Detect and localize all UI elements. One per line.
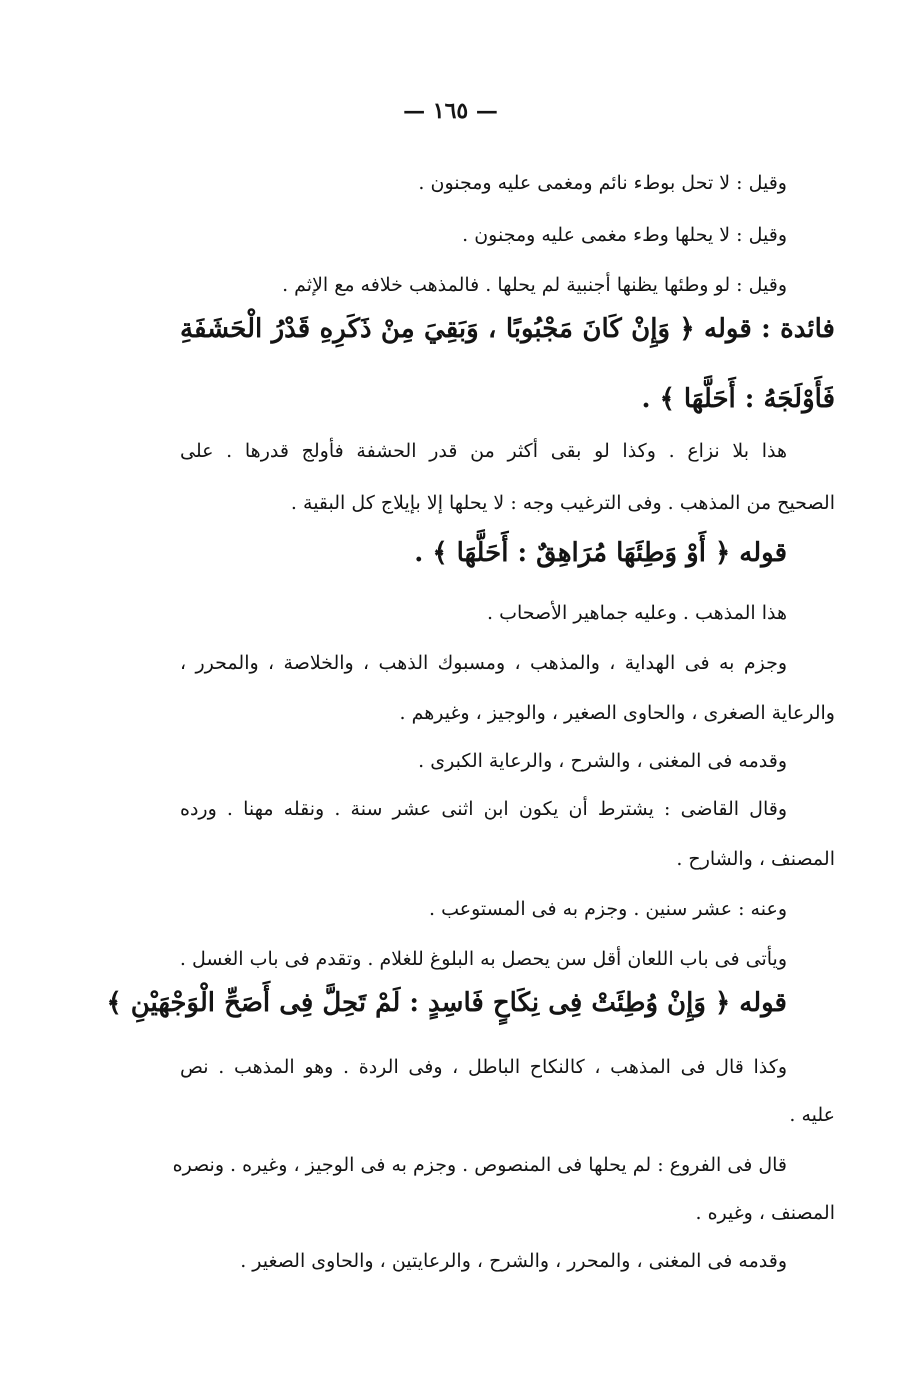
text-line: المصنف ، وغيره . [695,1202,835,1224]
text-line: وجزم به فى الهداية ، والمذهب ، ومسبوك الذهب ، والخلاصة ، والمحرر ، [180,652,787,674]
text-line: وعنه : عشر سنين . وجزم به فى المستوعب . [429,898,787,920]
quote-line: فَأَوْلَجَهُ : أَحَلَّهَا ﴾ . [641,384,835,414]
text-line: وقدمه فى المغنى ، والشرح ، والرعاية الكبرى . [418,750,787,772]
text-line: وقال القاضى : يشترط أن يكون ابن اثنى عشر سنة . ونقله مهنا . ورده [180,798,787,820]
text-line: والرعاية الصغرى ، والحاوى الصغير ، والوجيز ، وغيرهم . [399,702,835,724]
text-line: المصنف ، والشارح . [676,848,835,870]
text-line: وكذا قال فى المذهب ، كالنكاح الباطل ، وفى الردة . وهو المذهب . نص [180,1056,787,1078]
quote-line: قوله ﴿ وَإِنْ وُطِئَتْ فِى نِكَاحٍ فَاسِدٍ : لَمْ تَحِلَّ فِى أَصَحِّ الْوَجْهَيْنِ ﴾ [106,988,787,1018]
text-line: ويأتى فى باب اللعان أقل سن يحصل به البلوغ للغلام . وتقدم فى باب الغسل . [179,948,787,970]
quote-line: قوله ﴿ أَوْ وَطِئَهَا مُرَاهِقٌ : أَحَلَّهَا ﴾ . [414,538,787,568]
text-line: قال فى الفروع : لم يحلها فى المنصوص . وجزم به فى الوجيز ، وغيره . ونصره [172,1154,787,1176]
text-line: وقيل : لو وطئها يظنها أجنبية لم يحلها . فالمذهب خلافه مع الإثم . [282,274,787,296]
text-line: هذا بلا نزاع . وكذا لو بقى أكثر من قدر الحشفة فأولج قدرها . على [180,440,787,462]
text-line: الصحيح من المذهب . وفى الترغيب وجه : لا يحلها إلا بإيلاج كل البقية . [290,492,835,514]
page-number: — ١٦٥ — [403,98,498,124]
quote-line: فائدة : قوله ﴿ وَإِنْ كَانَ مَجْبُوبًا ، وَبَقِيَ مِنْ ذَكَرِهِ قَدْرُ الْحَشَفَةِ [180,314,835,344]
text-line: هذا المذهب . وعليه جماهير الأصحاب . [487,602,787,624]
text-line: عليه . [789,1104,835,1126]
text-line: وقيل : لا يحلها وطء مغمى عليه ومجنون . [462,224,787,246]
text-line: وقدمه فى المغنى ، والمحرر ، والشرح ، والرعايتين ، والحاوى الصغير . [240,1250,787,1272]
text-line: وقيل : لا تحل بوطء نائم ومغمى عليه ومجنون . [418,172,787,194]
